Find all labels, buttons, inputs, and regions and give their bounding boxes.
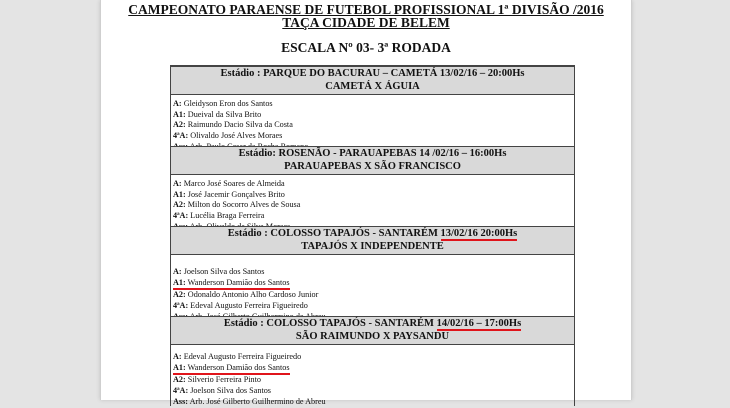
- official-row: A2: Odonaldo Antonio Alho Cardoso Junior: [173, 290, 319, 300]
- game-3-match: TAPAJÓS X INDEPENDENTE: [301, 241, 444, 252]
- highlighted-official-row: A1: Wanderson Damião dos Santos: [173, 363, 290, 376]
- official-row: 4ªA: Joelson Silva dos Santos: [173, 386, 271, 396]
- championship-title: CAMPEONATO PARAENSE DE FUTEBOL PROFISSIONAL 1ª DIVISÃO /2016: [128, 2, 604, 17]
- official-row: 4ªA: Olivaldo José Alves Moraes: [173, 131, 283, 141]
- official-row: A: Gleidyson Eron dos Santos: [173, 99, 273, 108]
- game-1-header: [171, 66, 574, 95]
- game-1-stadium: Estádio : PARQUE DO BACURAU – CAMETÁ 13/02/16 – 20:00Hs: [220, 68, 525, 79]
- game-4-officials: [173, 352, 326, 408]
- game-2-officials: [173, 179, 300, 233]
- game-3-officials: [173, 267, 326, 323]
- official-row: A2: Raimundo Dacio Silva da Costa: [173, 120, 293, 130]
- official-row: 4ªA: Lucélia Braga Ferreira: [173, 211, 265, 221]
- schedule-title: ESCALA Nº 03- 3ª RODADA: [281, 40, 451, 55]
- document-page: [100, 0, 632, 406]
- game-3-stadium: Estádio : COLOSSO TAPAJÓS - SANTARÉM 13/02/16 20:00Hs: [227, 228, 518, 239]
- highlighted-date: 13/02/16 20:00Hs: [440, 228, 518, 239]
- game-4-match: SÃO RAIMUNDO X PAYSANDU: [295, 331, 450, 342]
- official-row: A1: Dueival da Silva Brito: [173, 109, 262, 119]
- official-row: A: Joelson Silva dos Santos: [173, 267, 265, 276]
- official-row: Ass: Arb. José Gilberto Guilhermino de Abreu: [173, 396, 326, 406]
- official-row: 4ªA: Edeval Augusto Ferreira Figueiredo: [173, 301, 308, 311]
- game-4-stadium: Estádio : COLOSSO TAPAJÓS - SANTARÉM 14/02/16 – 17:00Hs: [223, 318, 522, 329]
- game-3-header: [171, 226, 574, 255]
- game-1-match: CAMETÁ X ÁGUIA: [325, 81, 420, 92]
- official-row: A: Marco José Soares de Almeida: [173, 179, 285, 188]
- game-1-officials: [173, 99, 308, 153]
- game-4-header: [171, 316, 574, 345]
- official-row: A: Edeval Augusto Ferreira Figueiredo: [173, 352, 302, 361]
- official-row: A1: José Jacemir Gonçalves Brito: [173, 189, 285, 199]
- cup-title: TAÇA CIDADE DE BELEM: [282, 15, 450, 30]
- referee-schedule-table: [170, 65, 575, 406]
- game-2-stadium: Estádio: ROSENÃO - PARAUAPEBAS 14 /02/16 – 16:00Hs: [238, 148, 507, 159]
- game-2-header: [171, 146, 574, 175]
- official-row: A2: Silverio Ferreira Pinto: [173, 375, 262, 385]
- highlighted-date: 14/02/16 – 17:00Hs: [436, 318, 522, 329]
- highlighted-official-row: A1: Wanderson Damião dos Santos: [173, 278, 290, 291]
- game-2-match: PARAUAPEBAS X SÃO FRANCISCO: [284, 161, 461, 172]
- official-row: A2: Milton do Socorro Alves de Sousa: [173, 200, 301, 210]
